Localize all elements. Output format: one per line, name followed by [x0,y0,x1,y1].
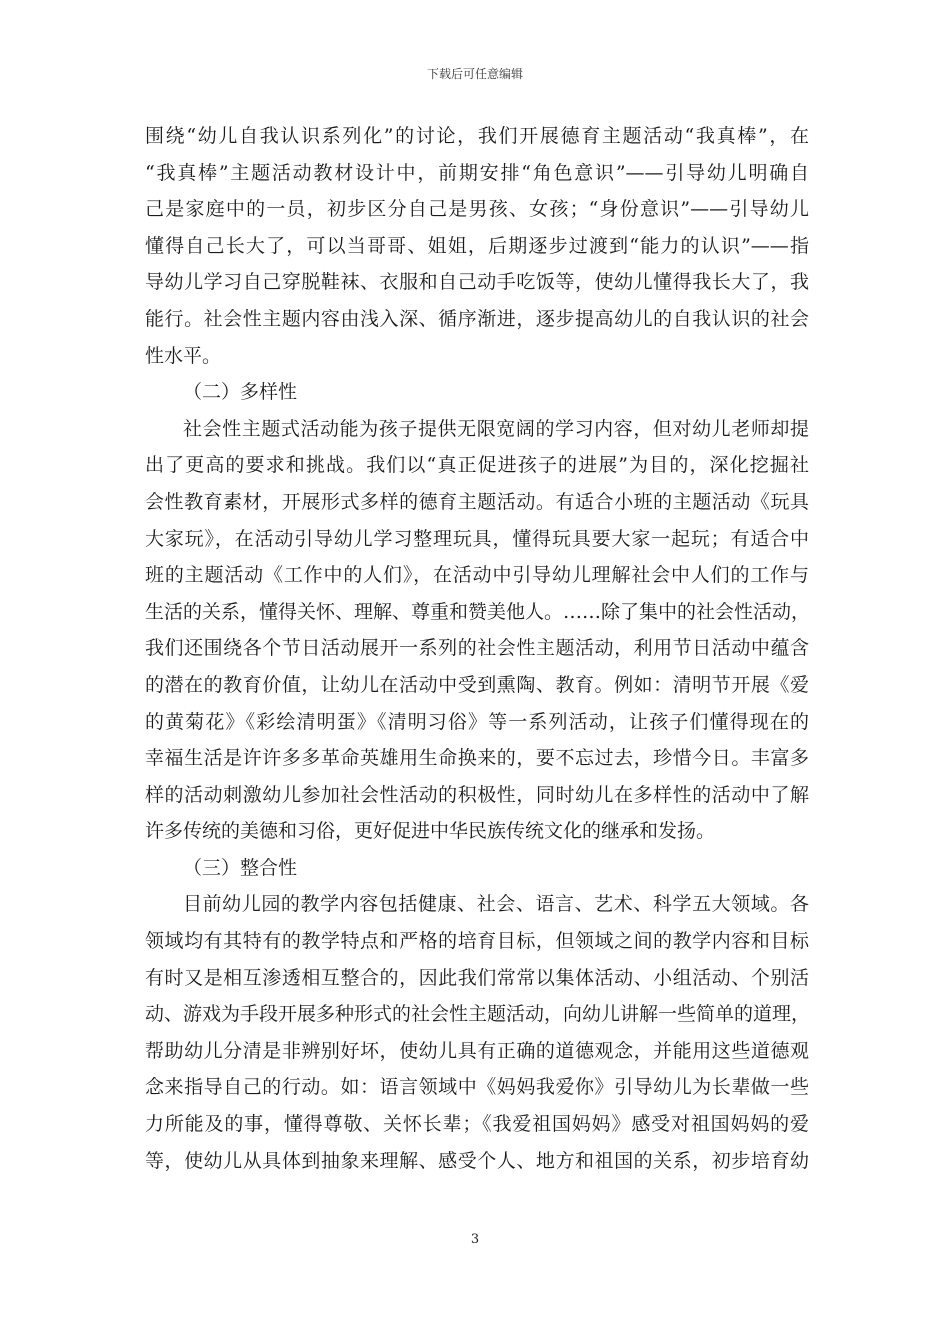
section-heading-diversity: （二）多样性 [183,381,298,404]
text-line: 样的活动刺激幼儿参加社会性活动的积极性，同时幼儿在多样性的活动中了解 [145,783,809,806]
text-line: 能行。社会性主题内容由浅入深、循序渐进，逐步提高幼儿的自我认识的社会 [145,307,809,330]
text-line: 生活的关系，懂得关怀、理解、尊重和赞美他人。……除了集中的社会性活动， [145,600,811,623]
text-line: 班的主题活动《工作中的人们》，在活动中引导幼儿理解社会中人们的工作与 [145,564,809,587]
text-line: 社会性主题式活动能为孩子提供无限宽阔的学习内容，但对幼儿老师却提 [183,417,809,440]
text-line: 等，使幼儿从具体到抽象来理解、感受个人、地方和祖国的关系，初步培育幼 [145,1149,809,1172]
text-line: “我真棒”主题活动教材设计中，前期安排“角色意识”——引导幼儿明确自 [145,161,809,184]
text-line: 的潜在的教育价值，让幼儿在活动中受到熏陶、教育。例如：清明节开展《爱 [145,673,809,696]
text-line: 领域均有其特有的教学特点和严格的培育目标，但领域之间的教学内容和目标 [145,930,809,953]
document-body [145,118,809,1179]
page-number: 3 [470,1232,480,1247]
text-line: 导幼儿学习自己穿脱鞋袜、衣服和自己动手吃饭等，使幼儿懂得我长大了，我 [145,271,809,294]
text-line: 念来指导自己的行动。如：语言领域中《妈妈我爱你》引导幼儿为长辈做一些 [145,1076,809,1099]
text-line: 许多传统的美德和习俗，更好促进中华民族传统文化的继承和发扬。 [145,820,716,843]
text-line: 帮助幼儿分清是非辨别好坏，使幼儿具有正确的道德观念，并能用这些道德观 [145,1039,809,1062]
text-line: 的黄菊花》《彩绘清明蛋》《清明习俗》等一系列活动，让孩子们懂得现在的 [145,710,809,733]
text-line: 动、游戏为手段开展多种形式的社会性主题活动，向幼儿讲解一些简单的道理， [145,1003,811,1026]
text-line: 力所能及的事，懂得尊敬、关怀长辈；《我爱祖国妈妈》感受对祖国妈妈的爱 [145,1113,809,1136]
text-line: 己是家庭中的一员，初步区分自己是男孩、女孩；“身份意识”——引导幼儿 [145,198,809,221]
text-line: 大家玩》，在活动引导幼儿学习整理玩具，懂得玩具要大家一起玩；有适合中 [145,527,809,550]
text-line: 目前幼儿园的教学内容包括健康、社会、语言、艺术、科学五大领域。各 [183,893,809,916]
text-line: 围绕“幼儿自我认识系列化”的讨论，我们开展德育主题活动“我真棒”，在 [145,125,809,147]
text-line: 出了更高的要求和挑战。我们以“真正促进孩子的进展”为目的，深化挖掘社 [145,454,809,477]
text-line: 我们还围绕各个节日活动展开一系列的社会性主题活动，利用节日活动中蕴含 [145,637,809,660]
text-line: 有时又是相互渗透相互整合的，因此我们常常以集体活动、小组活动、个别活 [145,966,809,989]
page-header: 下载后可任意编辑 [426,67,523,81]
text-line: 会性教育素材，开展形式多样的德育主题活动。有适合小班的主题活动《玩具 [145,490,809,513]
section-heading-integration: （三）整合性 [183,856,298,879]
text-line: 懂得自己长大了，可以当哥哥、姐姐，后期逐步过渡到“能力的认识”——指 [145,234,809,257]
text-line: 性水平。 [145,344,222,367]
text-line: 幸福生活是许许多多革命英雄用生命换来的，要不忘过去，珍惜今日。丰富多 [145,747,809,770]
